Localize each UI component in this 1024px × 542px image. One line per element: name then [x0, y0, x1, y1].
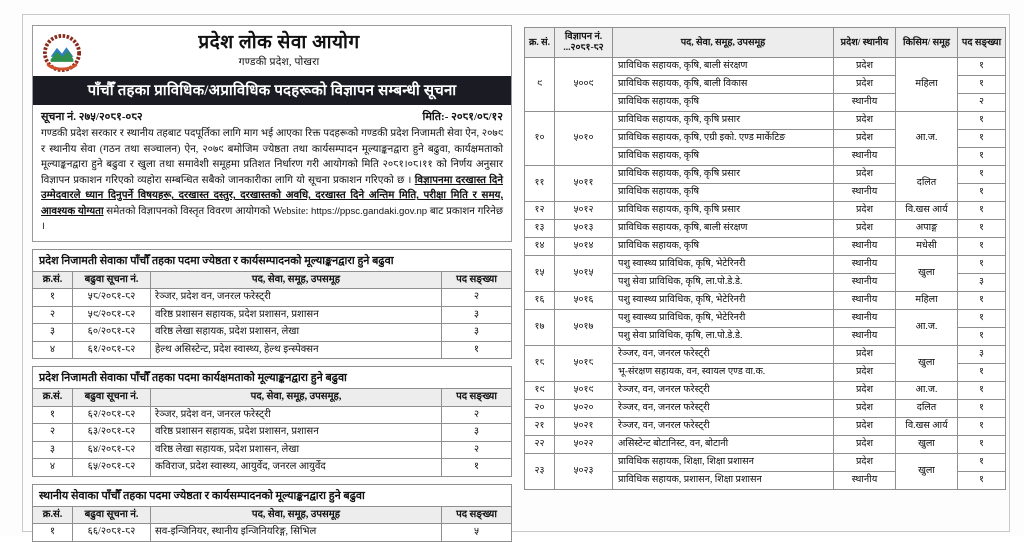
table-row	[33, 306, 512, 324]
cell-post: कविराज, प्रदेश स्वास्थ्य, आयुर्वेद, जनरल आयुर्वेद	[151, 459, 442, 477]
cell-post: सव-इन्जिनियर, स्थानीय इन्जिनियरिङ्ग, सिभिल	[151, 524, 442, 542]
cell-post: प्राविधिक सहायक, कृषि	[613, 147, 834, 165]
org-name: प्रदेश लोक सेवा आयोग	[198, 32, 360, 53]
cell-post: रेञ्जर, वन, जनरल फरेस्ट्री	[613, 381, 834, 399]
cell-post: हेल्थ असिस्टेन्ट, प्रदेश स्वास्थ्य, हेल्थ इन्स्पेक्सन	[151, 341, 442, 359]
cell-province-local: प्रदेश	[834, 75, 896, 93]
cell-post: प्राविधिक सहायक, कृषि, बाली विकास	[613, 75, 834, 93]
cell-kisim-group: मधेसी	[896, 237, 958, 255]
cell-advertisement-no: ५०११	[555, 165, 613, 201]
col-post-count: पद सङ्ख्या	[442, 271, 512, 289]
cell-count: १	[958, 57, 1006, 75]
cell-province-local: प्रदेश	[834, 165, 896, 183]
cell-count: १	[958, 381, 1006, 399]
cell-sn: ९	[525, 57, 555, 111]
masthead	[39, 30, 505, 73]
col-post-service-group: पद, सेवा, समूह, उपसमूह,	[151, 389, 442, 407]
col-post-service-group: पद, सेवा, समूह, उपसमूह	[151, 271, 442, 289]
cell-sn: २१	[525, 417, 555, 435]
cell-post: वरिष्ठ लेखा सहायक, प्रदेश प्रशासन, लेखा	[151, 441, 442, 459]
cell-post: असिस्टेन्ट बोटानिस्ट, वन, बोटानी	[613, 435, 834, 453]
cell-post: प्राविधिक सहायक, कृषि	[613, 237, 834, 255]
table-row	[525, 417, 1006, 435]
cell-sn: १	[33, 406, 73, 424]
cell-advertisement-no: ५०२०	[555, 399, 613, 417]
cell-notice-no: ६०/२०८१-८२	[73, 324, 151, 342]
col-sn: क्र. सं.	[525, 28, 555, 58]
cell-post: पशु सेवा प्राविधिक, कृषि, ला.पो.डे.डे.	[613, 327, 834, 345]
cell-post: वरिष्ठ प्रशासन सहायक, प्रदेश प्रशासन, प्रशासन	[151, 424, 442, 442]
cell-post: प्राविधिक सहायक, कृषि	[613, 183, 834, 201]
col-promotion-notice-no: बढुवा सूचना नं.	[73, 506, 151, 524]
cell-province-local: स्थानीय	[834, 183, 896, 201]
cell-notice-no: ६१/२०८१-८२	[73, 341, 151, 359]
cell-province-local: प्रदेश	[834, 453, 896, 471]
table-row	[525, 237, 1006, 255]
cell-sn: ११	[525, 165, 555, 201]
notice-meta-row	[39, 109, 505, 124]
cell-kisim-group: खुला	[896, 435, 958, 453]
cell-count: १	[958, 237, 1006, 255]
col-sn: क्र.सं.	[33, 506, 73, 524]
cell-province-local: प्रदेश	[834, 57, 896, 75]
cell-advertisement-no: ५०१९	[555, 381, 613, 399]
notice-number: सूचना नं. २७५/२०८१-०८२	[41, 111, 143, 123]
table-row	[33, 289, 512, 307]
table-row	[33, 324, 512, 342]
cell-sn: १७	[525, 309, 555, 345]
cell-post: प्राविधिक सहायक, कृषि, कृषि प्रसार	[613, 111, 834, 129]
cell-count: ३	[958, 273, 1006, 291]
body-underlined-clause: विज्ञापनमा दरखास्त दिने उम्मेदवारले ध्यान दिनुपर्ने विषयहरू, दरखास्त दस्तुर, दरखास्तको अवधि, दरखास्त दिने अन्तिम मिति, परीक्षा मिति र समय, आवश्यक योग्यता	[41, 174, 503, 217]
cell-province-local: स्थानीय	[834, 273, 896, 291]
cell-post: पशु स्वास्थ्य प्राविधिक, कृषि, भेटेरिनरी	[613, 291, 834, 309]
col-post-service-group: पद, सेवा, समूह, उपसमूह	[613, 28, 834, 58]
cell-sn: १३	[525, 219, 555, 237]
cell-sn: १०	[525, 111, 555, 165]
cell-sn: ४	[33, 341, 73, 359]
cell-province-local: स्थानीय	[834, 147, 896, 165]
cell-post: प्राविधिक सहायक, कृषि, बाली संरक्षण	[613, 219, 834, 237]
cell-advertisement-no: ५०१३	[555, 219, 613, 237]
table-row	[33, 341, 512, 359]
cell-count: १	[958, 111, 1006, 129]
table-row	[525, 255, 1006, 273]
section-title-promotion-seniority: प्रदेश निजामती सेवाका पाँचौँ तहका पदमा ज्येष्ठता र कार्यसम्पादनको मूल्याङ्कनद्वारा हुने बढुवा	[32, 249, 512, 271]
cell-kisim-group: आ.ज.	[896, 381, 958, 399]
cell-advertisement-no: ५०२३	[555, 453, 613, 489]
cell-notice-no: ५८/२०८१-८२	[73, 289, 151, 307]
cell-count: २	[958, 93, 1006, 111]
cell-post: पशु स्वास्थ्य प्राविधिक, कृषि, भेटेरिनरी	[613, 309, 834, 327]
table-header-row	[525, 28, 1006, 58]
cell-province-local: स्थानीय	[834, 255, 896, 273]
commission-website-link[interactable]: https://ppsc.gandaki.gov.np	[311, 205, 428, 217]
cell-kisim-group: खुला	[896, 255, 958, 291]
cell-post: रेञ्जर, प्रदेश वन, जनरल फरेस्ट्री	[151, 406, 442, 424]
col-advertisement-no: विज्ञापन नं. ...२०८१-८२	[555, 28, 613, 58]
table-row	[525, 453, 1006, 471]
cell-province-local: स्थानीय	[834, 93, 896, 111]
cell-notice-no: ६५/२०८१-८२	[73, 459, 151, 477]
cell-kisim-group: वि.खस आर्य	[896, 201, 958, 219]
cell-count: ३	[958, 345, 1006, 363]
table-row	[525, 345, 1006, 363]
cell-province-local: प्रदेश	[834, 111, 896, 129]
cell-province-local: प्रदेश	[834, 417, 896, 435]
table-row	[525, 201, 1006, 219]
promotion-table-efficiency	[32, 388, 512, 477]
cell-kisim-group: महिला	[896, 291, 958, 309]
cell-post: रेञ्जर, वन, जनरल फरेस्ट्री	[613, 345, 834, 363]
cell-count: १	[442, 459, 512, 477]
cell-province-local: स्थानीय	[834, 291, 896, 309]
vacancy-advertisement-table	[524, 27, 1006, 490]
table-row	[33, 441, 512, 459]
cell-advertisement-no: ५०१७	[555, 309, 613, 345]
cell-sn: १२	[525, 201, 555, 219]
cell-advertisement-no: ५०१०	[555, 111, 613, 165]
cell-sn: १	[33, 524, 73, 542]
cell-advertisement-no: ५०१२	[555, 201, 613, 219]
promotion-table-seniority	[32, 271, 512, 360]
body-part-1: गण्डकी प्रदेश सरकार र स्थानीय तहबाट पदपूर्तिका लागि माग भई आएका रिक्त पदहरूको गण्डकी प्रदेश निजामती सेवा ऐन, २०७९ र स्थानीय सेवा (गठन तथा सञ्चालन) ऐन, २०७९ बमोजिम ज्येष्ठता तथा कार्यसम्पादन मूल्याङ्कनद्वारा हुने बढुवा, कार्यक्षमताको मूल्याङ्कनद्वारा हुने बढुवा र खुला तथा समावेशी समूहमा प्रतिशत निर्धारण गरी आयोगको मिति २०८१।०८।११ को निर्णय अनुसार विज्ञापन प्रकाशन गरिएको व्यहोरा सम्बन्धित सबैको जानकारीका लागि यो सूचना प्रकाशन गरिएको छ ।	[41, 128, 503, 186]
cell-count: १	[958, 435, 1006, 453]
cell-post: रेञ्जर, वन, जनरल फरेस्ट्री	[613, 417, 834, 435]
cell-post: वरिष्ठ प्रशासन सहायक, प्रदेश प्रशासन, प्रशासन	[151, 306, 442, 324]
cell-count: ३	[442, 324, 512, 342]
cell-kisim-group: खुला	[896, 345, 958, 381]
cell-notice-no: ६२/२०८१-८२	[73, 406, 151, 424]
col-post-count: पद सङ्ख्या	[442, 506, 512, 524]
section-title-local-service-promotion: स्थानीय सेवाका पाँचौँ तहका पदमा ज्येष्ठता र कार्यसम्पादनको मूल्याङ्कनद्वारा हुने बढुवा	[32, 484, 512, 506]
cell-notice-no: ६३/२०८१-८२	[73, 424, 151, 442]
col-post-service-group: पद, सेवा, समूह, उपसमूह	[151, 506, 442, 524]
cell-post: वरिष्ठ लेखा सहायक, प्रदेश प्रशासन, लेखा	[151, 324, 442, 342]
table-row	[525, 381, 1006, 399]
cell-count: १	[958, 309, 1006, 327]
cell-post: प्राविधिक सहायक, कृषि	[613, 93, 834, 111]
cell-kisim-group: आ.ज.	[896, 309, 958, 345]
table-header-row	[33, 389, 512, 407]
cell-post: भू-संरक्षण सहायक, वन, स्वायल एण्ड वा.क.	[613, 363, 834, 381]
cell-count: १	[958, 471, 1006, 489]
col-sn: क्र.सं.	[33, 271, 73, 289]
cell-sn: १४	[525, 237, 555, 255]
cell-kisim-group: महिला	[896, 57, 958, 111]
notice-title-bar: पाँचौँ तहका प्राविधिक/अप्राविधिक पदहरूको विज्ञापन सम्बन्धी सूचना	[33, 76, 511, 105]
cell-count: ५	[442, 524, 512, 542]
cell-province-local: प्रदेश	[834, 345, 896, 363]
cell-sn: १८	[525, 345, 555, 381]
table-row	[525, 291, 1006, 309]
organization-block	[89, 32, 503, 69]
section-title-promotion-efficiency: प्रदेश निजामती सेवाका पाँचौँ तहका पदमा कार्यक्षमताको मूल्याङ्कनद्वारा हुने बढुवा	[32, 366, 512, 388]
notice-date: मिति:- २०८१/०८/१२	[422, 111, 503, 123]
cell-kisim-group: वि.खस आर्य	[896, 417, 958, 435]
col-province-local: प्रदेश/ स्थानीय	[834, 28, 896, 58]
cell-advertisement-no: ५०१५	[555, 255, 613, 291]
col-promotion-notice-no: बढुवा सूचना नं.	[73, 389, 151, 407]
col-promotion-notice-no: बढुवा सूचना नं.	[73, 271, 151, 289]
cell-sn: २	[33, 424, 73, 442]
cell-province-local: प्रदेश	[834, 399, 896, 417]
cell-count: ३	[442, 424, 512, 442]
cell-province-local: प्रदेश	[834, 129, 896, 147]
cell-count: १	[958, 147, 1006, 165]
cell-post: पशु स्वास्थ्य प्राविधिक, कृषि, भेटेरिनरी	[613, 255, 834, 273]
cell-count: १	[442, 341, 512, 359]
cell-notice-no: ६४/२०८१-८२	[73, 441, 151, 459]
table-row	[525, 57, 1006, 75]
cell-sn: २०	[525, 399, 555, 417]
cell-province-local: स्थानीय	[834, 309, 896, 327]
cell-kisim-group: आ.ज.	[896, 111, 958, 165]
cell-count: १	[958, 291, 1006, 309]
cell-sn: १	[33, 289, 73, 307]
cell-post: रेञ्जर, वन, जनरल फरेस्ट्री	[613, 399, 834, 417]
cell-kisim-group: खुला	[896, 453, 958, 489]
table-header-row	[33, 506, 512, 524]
cell-notice-no: ६६/२०८१-८२	[73, 524, 151, 542]
cell-post: रेञ्जर, प्रदेश वन, जनरल फरेस्ट्री	[151, 289, 442, 307]
cell-count: २	[442, 406, 512, 424]
table-header-row	[33, 271, 512, 289]
cell-sn: २३	[525, 453, 555, 489]
notice-header-box	[32, 25, 512, 242]
table-row	[525, 399, 1006, 417]
cell-sn: २२	[525, 435, 555, 453]
cell-sn: २	[33, 306, 73, 324]
cell-notice-no: ५९/२०८१-८२	[73, 306, 151, 324]
table-row	[33, 406, 512, 424]
cell-count: १	[958, 399, 1006, 417]
table-row	[33, 459, 512, 477]
cell-province-local: प्रदेश	[834, 363, 896, 381]
cell-post: प्राविधिक सहायक, कृषि, कृषि प्रसार	[613, 165, 834, 183]
cell-sn: १६	[525, 291, 555, 309]
cell-count: २	[442, 441, 512, 459]
col-kisim-group: किसिम/ समूह	[896, 28, 958, 58]
table-row	[33, 524, 512, 542]
org-subtitle: गण्डकी प्रदेश, पोखरा	[238, 56, 320, 68]
cell-province-local: स्थानीय	[834, 237, 896, 255]
cell-post: प्राविधिक सहायक, कृषि, कृषि प्रसार	[613, 201, 834, 219]
cell-advertisement-no: ५०१४	[555, 237, 613, 255]
cell-province-local: स्थानीय	[834, 471, 896, 489]
cell-advertisement-no: ५०१८	[555, 345, 613, 381]
cell-kisim-group: अपाङ्ग	[896, 219, 958, 237]
vacancy-table-body	[525, 57, 1006, 489]
cell-province-local: स्थानीय	[834, 327, 896, 345]
cell-count: ३	[442, 306, 512, 324]
cell-count: १	[958, 165, 1006, 183]
col-sn: क्र.सं.	[33, 389, 73, 407]
right-column	[524, 27, 1006, 532]
table-row	[525, 435, 1006, 453]
cell-sn: १५	[525, 255, 555, 291]
table-row	[525, 165, 1006, 183]
cell-count: १	[958, 327, 1006, 345]
cell-post: प्राविधिक सहायक, कृषि, बाली संरक्षण	[613, 57, 834, 75]
cell-province-local: प्रदेश	[834, 201, 896, 219]
cell-kisim-group: दलित	[896, 165, 958, 201]
cell-sn: ३	[33, 324, 73, 342]
cell-count: १	[958, 417, 1006, 435]
cell-count: १	[958, 363, 1006, 381]
table-row	[33, 424, 512, 442]
cell-count: २	[442, 289, 512, 307]
cell-count: १	[958, 255, 1006, 273]
cell-province-local: प्रदेश	[834, 219, 896, 237]
body-part-2: समेतको विज्ञापनको विस्तृत विवरण आयोगको Website:	[103, 205, 312, 217]
nepal-government-emblem-icon	[43, 34, 81, 72]
cell-count: १	[958, 219, 1006, 237]
cell-post: प्राविधिक सहायक, कृषि, एग्री इको. एण्ड मार्केटिङ	[613, 129, 834, 147]
table-row	[525, 111, 1006, 129]
cell-province-local: प्रदेश	[834, 435, 896, 453]
cell-province-local: प्रदेश	[834, 381, 896, 399]
cell-advertisement-no: ५०२२	[555, 435, 613, 453]
left-column	[32, 25, 512, 538]
cell-sn: १९	[525, 381, 555, 399]
cell-count: १	[958, 129, 1006, 147]
cell-count: १	[958, 453, 1006, 471]
cell-advertisement-no: ५००९	[555, 57, 613, 111]
body-part-3: बाट प्रकाशन गरिनेछ ।	[41, 205, 503, 233]
cell-post: पशु सेवा प्राविधिक, कृषि, ला.पो.डे.डे.	[613, 273, 834, 291]
cell-sn: ३	[33, 441, 73, 459]
notice-body-paragraph	[39, 126, 505, 236]
cell-advertisement-no: ५०१६	[555, 291, 613, 309]
cell-count: १	[958, 75, 1006, 93]
cell-sn: ४	[33, 459, 73, 477]
cell-advertisement-no: ५०२१	[555, 417, 613, 435]
cell-post: प्राविधिक सहायक, प्रशासन, शिक्षा प्रशासन	[613, 471, 834, 489]
col-post-count: पद सङ्ख्या	[958, 28, 1006, 58]
table-row	[525, 219, 1006, 237]
cell-count: १	[958, 201, 1006, 219]
cell-post: प्राविधिक सहायक, शिक्षा, शिक्षा प्रशासन	[613, 453, 834, 471]
table-row	[525, 309, 1006, 327]
cell-count: १	[958, 183, 1006, 201]
promotion-table-local-service	[32, 506, 512, 542]
col-post-count: पद सङ्ख्या	[442, 389, 512, 407]
cell-kisim-group: दलित	[896, 399, 958, 417]
